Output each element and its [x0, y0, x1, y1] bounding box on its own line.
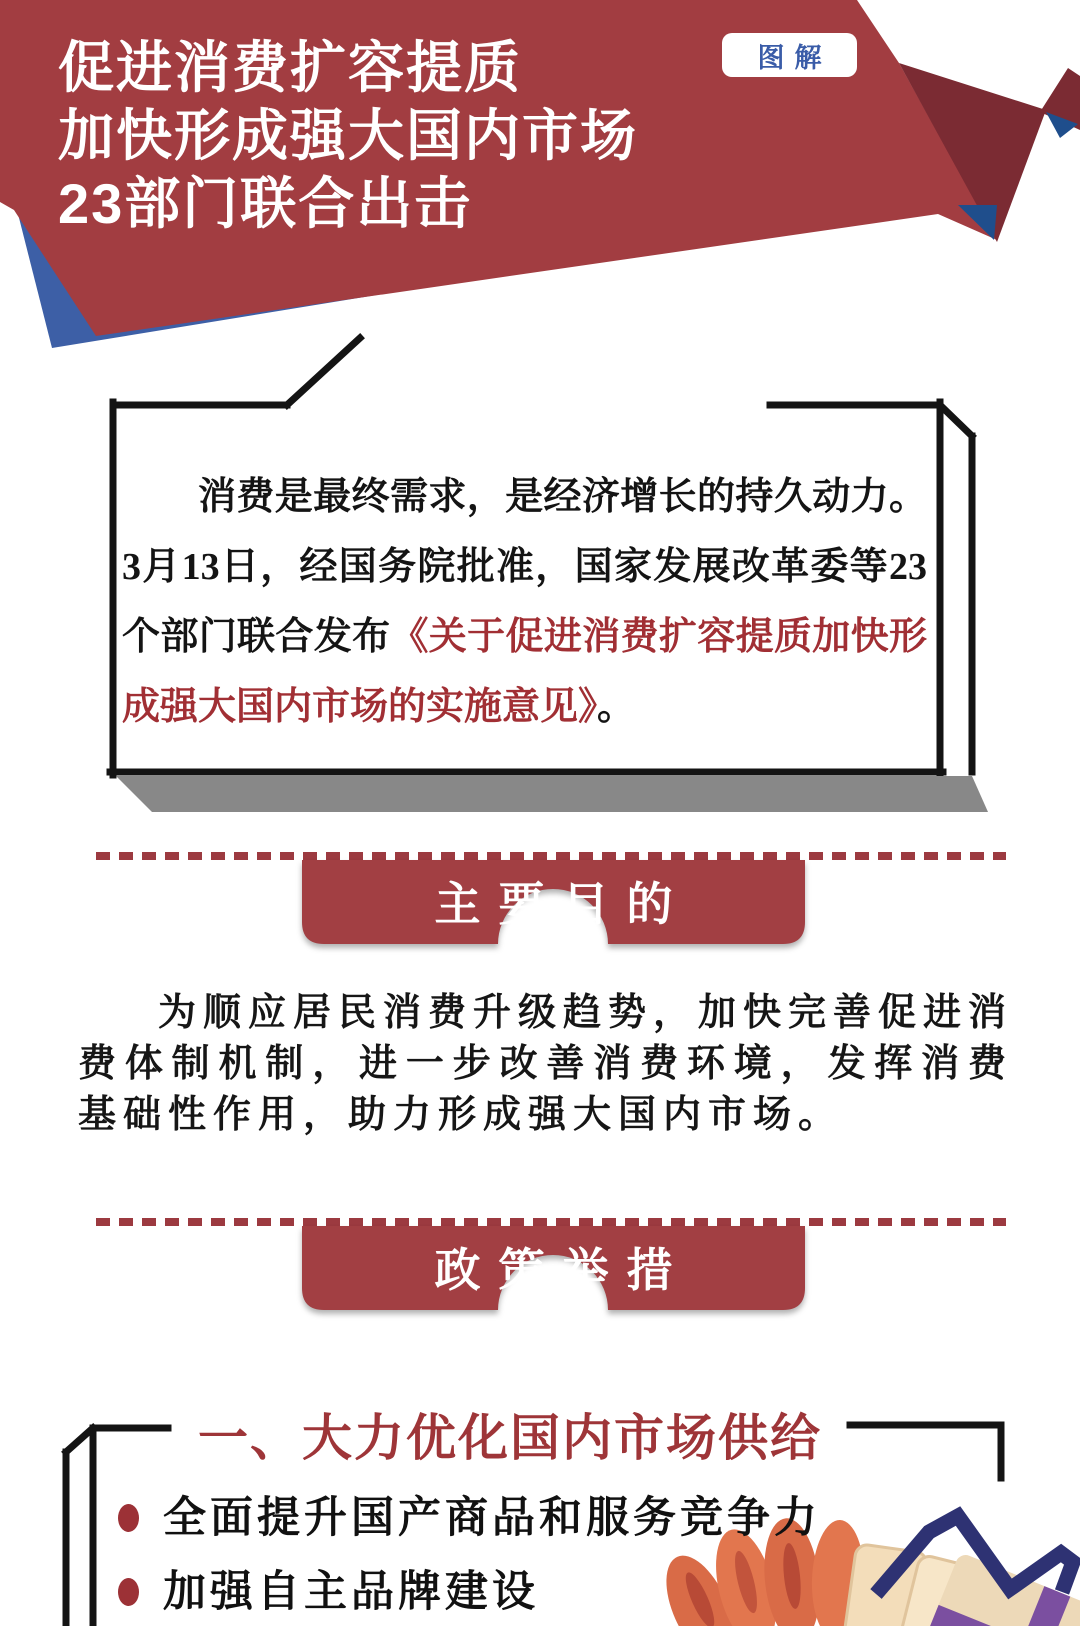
bullet-text: 全面提升国产商品和服务竞争力 — [163, 1494, 821, 1542]
bullet-text: 加强自主品牌建设 — [163, 1568, 539, 1616]
banner-title-line-3: 23部门联合出击 — [58, 172, 473, 235]
quote-text-after: 。 — [597, 686, 636, 728]
banner-title-line-1: 促进消费扩容提质 — [58, 36, 522, 99]
ribbon-measures — [302, 1226, 805, 1318]
quote-document-title: 《关于促进消费扩容提质加快形成强大国内市场的实施意见》 — [122, 616, 927, 728]
bullet-dot-icon — [118, 1578, 139, 1606]
quote-tail-icon — [287, 338, 360, 405]
banner-title-line-2: 加快形成强大国内市场 — [58, 104, 638, 167]
quote-paragraph — [122, 462, 927, 742]
illustrated-guide-badge: 图解 — [722, 33, 857, 77]
measures-frame-fold — [66, 1428, 93, 1452]
measures-heading: 一、大力优化国内市场供给 — [198, 1410, 822, 1466]
banner-title — [58, 34, 638, 238]
quote-box-fold-edge — [940, 405, 972, 436]
ribbon-purpose — [302, 860, 805, 952]
purpose-body-text: 为顺应居民消费升级趋势，加快完善促进消费体制机制，进一步改善消费环境，发挥消费基础性作用，助力形成强大国内市场。 — [78, 992, 1014, 1136]
dashed-divider-measures — [96, 1218, 1006, 1226]
bullet-item — [118, 1568, 821, 1616]
dashed-divider-purpose — [96, 852, 1006, 860]
quote-text-before: 消费是最终需求，是经济增长的持久动力。3月13日，经国务院批准，国家发展改革委等23个部门联合发布 — [122, 476, 927, 658]
quote-box-shadow — [116, 776, 988, 812]
ribbon-purpose-label: 主要目的 — [434, 878, 691, 930]
ribbon-measures-label: 政策举措 — [434, 1244, 691, 1296]
bullet-list — [118, 1494, 821, 1626]
bullet-dot-icon — [118, 1504, 139, 1532]
bullet-item — [118, 1494, 821, 1542]
